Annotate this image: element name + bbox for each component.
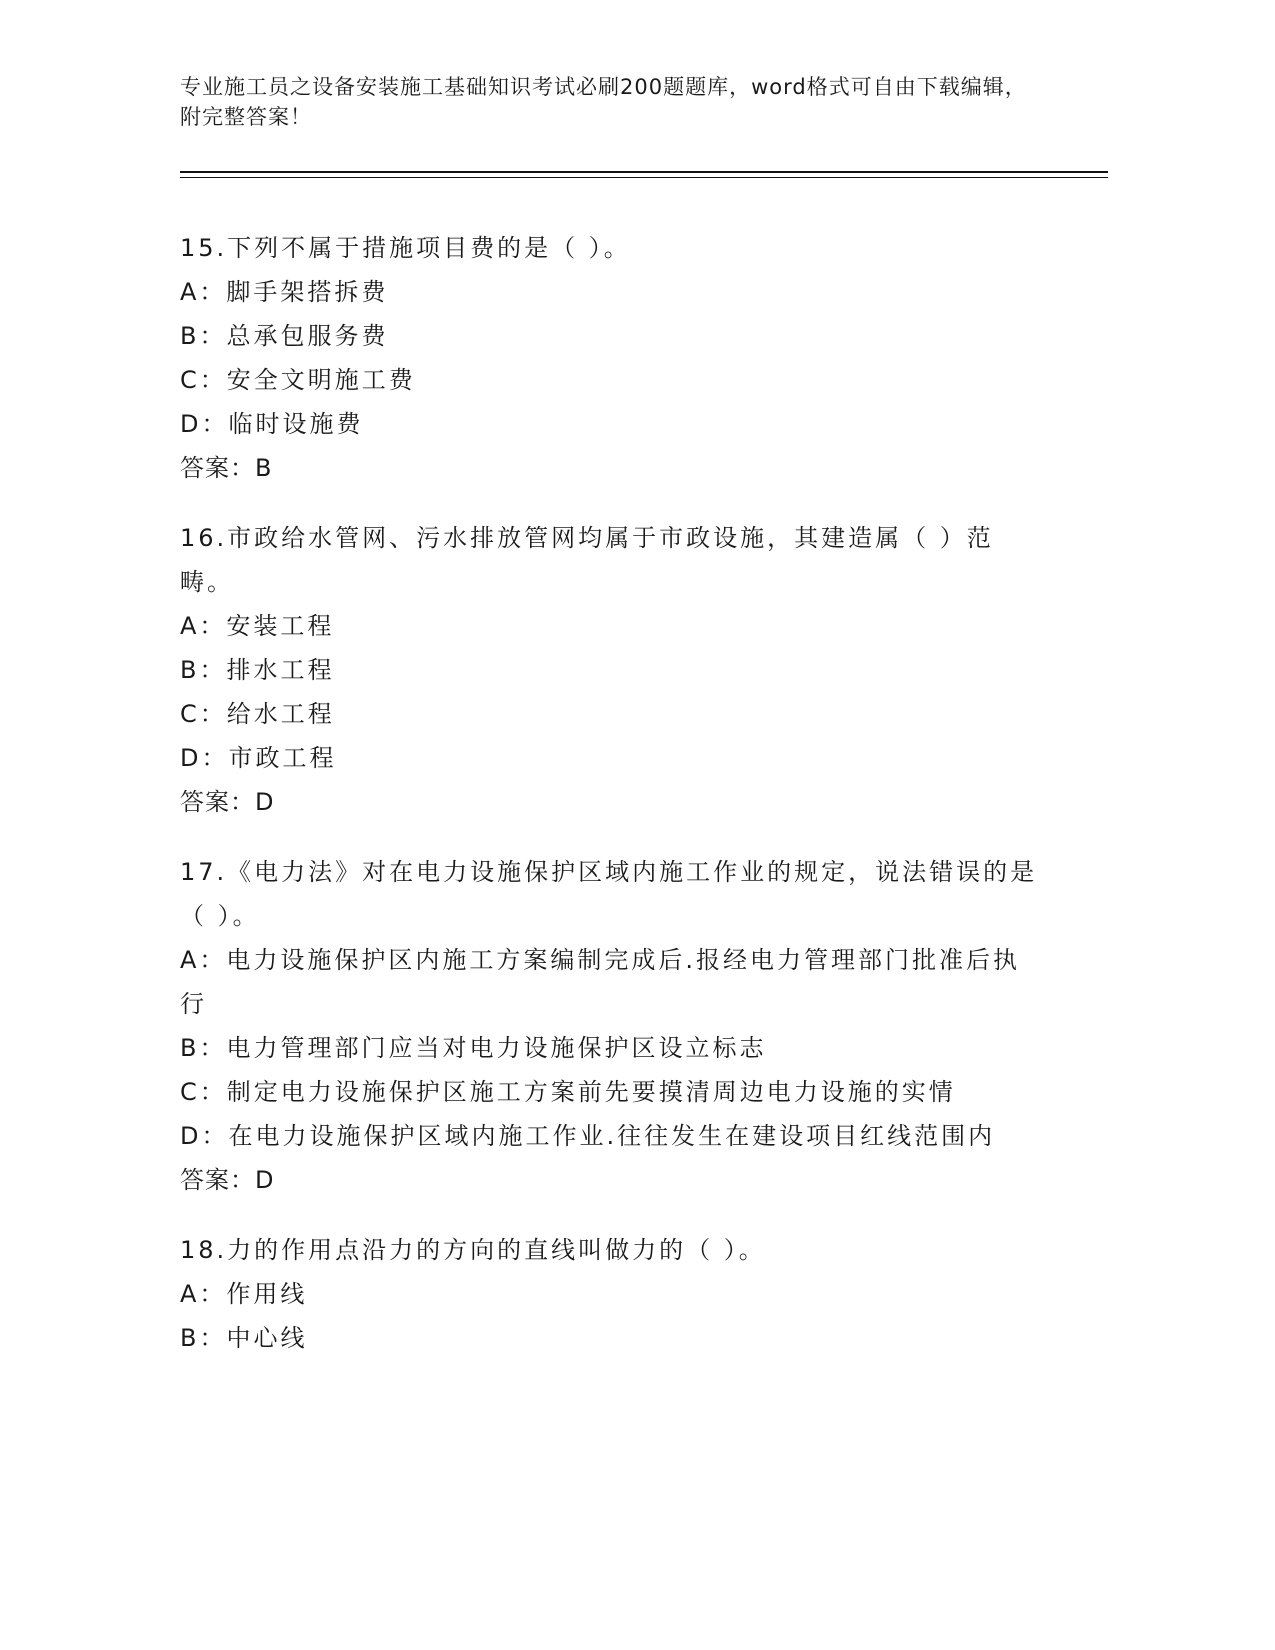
question-18 — [180, 1228, 1040, 1360]
option-c: C：安全文明施工费 — [180, 366, 416, 394]
option-a: A：脚手架搭拆费 — [180, 278, 389, 306]
option-c: C：制定电力设施保护区施工方案前先要摸清周边电力设施的实情 — [180, 1078, 956, 1106]
answer-label: 答案：D — [180, 788, 275, 816]
option-a: A：电力设施保护区内施工方案编制完成后.报经电力管理部门批准后执行 — [180, 946, 1021, 1018]
document-header: 专业施工员之设备安装施工基础知识考试必刷200题题库，word格式可自由下载编辑，附完整答案！ — [180, 75, 1027, 129]
option-c: C：给水工程 — [180, 700, 335, 728]
answer-label: 答案：B — [180, 454, 273, 482]
question-stem: 16.市政给水管网、污水排放管网均属于市政设施，其建造属（ ）范畴。 — [180, 524, 994, 596]
answer-label: 答案：D — [180, 1166, 275, 1194]
question-stem: 15.下列不属于措施项目费的是（ ）。 — [180, 234, 631, 262]
option-a: A：作用线 — [180, 1280, 308, 1308]
option-b: B：排水工程 — [180, 656, 335, 684]
option-a: A：安装工程 — [180, 612, 335, 640]
question-15 — [180, 226, 1040, 490]
option-d: D：临时设施费 — [180, 410, 364, 438]
header-divider-thick — [180, 171, 1108, 173]
question-16 — [180, 516, 1040, 824]
option-d: D：市政工程 — [180, 744, 337, 772]
header-divider-thin — [180, 177, 1108, 178]
option-b: B：总承包服务费 — [180, 322, 389, 350]
question-stem: 18.力的作用点沿力的方向的直线叫做力的（ ）。 — [180, 1236, 766, 1264]
question-list — [180, 226, 1040, 1386]
question-17 — [180, 850, 1040, 1202]
option-b: B：中心线 — [180, 1324, 308, 1352]
question-stem: 17.《电力法》对在电力设施保护区域内施工作业的规定，说法错误的是（ ）。 — [180, 858, 1038, 930]
option-b: B：电力管理部门应当对电力设施保护区设立标志 — [180, 1034, 767, 1062]
option-d: D：在电力设施保护区域内施工作业.往往发生在建设项目红线范围内 — [180, 1122, 996, 1150]
